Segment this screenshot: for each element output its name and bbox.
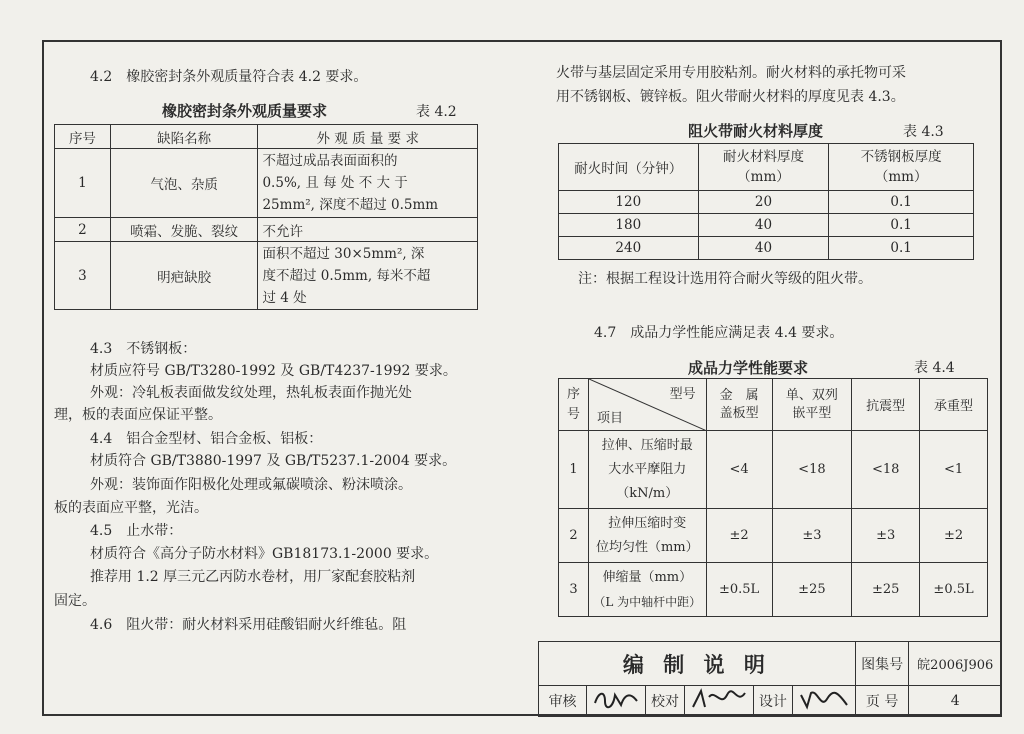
table-cell: ±2	[706, 509, 772, 563]
section-4-4: 4.4 铝合金型材、铝合金板、铝板：	[90, 431, 323, 447]
table-row	[559, 191, 974, 214]
text-line: 用不锈钢板、镀锌板。阻火带耐火材料的厚度见表 4.3。	[556, 89, 905, 105]
table-4-4-title: 成品力学性能要求	[688, 359, 809, 377]
table-cell: ±0.5L	[706, 563, 772, 617]
table-header	[559, 379, 589, 431]
header-line: 单、双列	[785, 387, 838, 403]
table-cell: 0.1	[829, 237, 974, 260]
checker-signature	[684, 686, 753, 717]
section-4-6: 4.6 阻火带：耐火材料采用硅酸铝耐火纤维毡。阻	[90, 617, 407, 633]
text-line: 固定。	[54, 593, 96, 609]
section-4-2: 4.2 橡胶密封条外观质量符合表 4.2 要求。	[90, 69, 368, 85]
header-line: 号	[566, 406, 580, 422]
table-cell: 20	[698, 191, 829, 214]
table-cell: ±0.5L	[920, 563, 988, 617]
header-line: 金 属	[719, 387, 759, 403]
table-cell: 240	[559, 237, 699, 260]
design-label: 设计	[753, 686, 792, 717]
cell-line: 度不超过 0.5mm, 每米不超	[262, 267, 431, 284]
table-row	[55, 242, 478, 310]
corner-bottom-label: 项目	[596, 411, 623, 426]
table-cell: ±25	[772, 563, 852, 617]
text-line: 推荐用 1.2 厚三元乙丙防水卷材，用厂家配套胶粘剂	[90, 569, 416, 585]
table-cell	[588, 509, 706, 563]
cell-line: 大水平摩阻力	[608, 461, 687, 477]
section-4-5: 4.5 止水带：	[90, 523, 183, 539]
table-cell: 1	[559, 431, 589, 509]
cell-line: 不超过成品表面面积的	[262, 153, 398, 169]
table-4-2	[54, 124, 478, 310]
header-line: （mm）	[874, 169, 928, 185]
section-4-7: 4.7 成品力学性能应满足表 4.4 要求。	[594, 325, 844, 341]
table-cell: 0.1	[829, 191, 974, 214]
table-header: 耐火时间（分钟）	[559, 144, 699, 191]
table-row	[559, 509, 988, 563]
table-header: 缺陷名称	[110, 125, 258, 149]
cell-line: 拉伸压缩时变	[608, 515, 687, 531]
reviewer-signature	[587, 686, 646, 717]
signature-scribble	[689, 687, 749, 711]
atlas-label: 图集号	[855, 642, 909, 686]
text-line: 火带与基层固定采用专用胶粘剂。耐火材料的承托物可采	[556, 65, 906, 81]
table-cell: 40	[698, 214, 829, 237]
text-line: 理，板的表面应保证平整。	[54, 407, 222, 423]
header-line: 盖板型	[719, 405, 759, 421]
table-cell: <1	[920, 431, 988, 509]
cell-line: 位均匀性（mm）	[595, 539, 699, 555]
table-4-3-title: 阻火带耐火材料厚度	[688, 122, 824, 140]
table-header: 序号	[55, 125, 111, 149]
text-line: 材质符合 GB/T3880-1997 及 GB/T5237.1-2004 要求。	[90, 453, 457, 469]
table-cell: 0.1	[829, 214, 974, 237]
table-cell: <18	[772, 431, 852, 509]
designer-signature	[792, 686, 855, 717]
cell-line: 0.5%, 且 每 处 不 大 于	[262, 175, 408, 191]
table-header: 承重型	[920, 379, 988, 431]
signature-scribble	[591, 687, 641, 711]
cell-line: 伸缩量（mm）	[602, 569, 693, 585]
table-cell: 2	[559, 509, 589, 563]
table-4-4-number: 表 4.4	[914, 360, 955, 376]
table-cell: ±3	[772, 509, 852, 563]
page-label: 页 号	[855, 686, 909, 717]
cell-line: （kN/m）	[616, 485, 679, 501]
table-cell: 180	[559, 214, 699, 237]
page-number: 4	[909, 686, 1002, 717]
table-cell: <18	[852, 431, 920, 509]
table-cell: 不允许	[258, 218, 478, 242]
table-header	[772, 379, 852, 431]
table-cell	[588, 431, 706, 509]
section-4-3: 4.3 不锈钢板：	[90, 341, 197, 357]
table-4-4	[558, 378, 988, 617]
table-cell: 气泡、杂质	[110, 149, 258, 218]
table-cell: 3	[559, 563, 589, 617]
table-cell: ±25	[852, 563, 920, 617]
text-line: 外观：装饰面作阳极化处理或氟碳喷涂、粉沫喷涂。	[90, 477, 412, 493]
table-4-2-number: 表 4.2	[416, 104, 457, 120]
header-line: 耐火材料厚度	[722, 149, 804, 165]
table-cell: ±3	[852, 509, 920, 563]
table-cell: 喷霜、发脆、裂纹	[110, 218, 258, 242]
check-label: 校对	[646, 686, 685, 717]
table-row	[559, 563, 988, 617]
text-line: 材质应符号 GB/T3280-1992 及 GB/T4237-1992 要求。	[90, 363, 457, 379]
table-row	[559, 431, 988, 509]
drawing-title: 编 制 说 明	[539, 642, 856, 686]
table-row	[55, 218, 478, 242]
table-cell: 1	[55, 149, 111, 218]
header-line: 序	[566, 386, 580, 402]
text-line: 外观：冷轧板表面做发纹处理，热轧板表面作抛光处	[90, 385, 412, 401]
cell-line: （L 为中轴杆中距）	[593, 594, 702, 609]
table-row	[55, 149, 478, 218]
table-cell	[588, 563, 706, 617]
table-cell: ±2	[920, 509, 988, 563]
table-cell: 3	[55, 242, 111, 310]
signature-scribble	[797, 687, 851, 711]
text-line: 板的表面应平整，光洁。	[54, 500, 208, 516]
atlas-number: 皖2006J906	[909, 642, 1002, 686]
review-label: 审核	[539, 686, 587, 717]
table-cell: <4	[706, 431, 772, 509]
header-line: 嵌平型	[792, 405, 832, 421]
table-cell: 120	[559, 191, 699, 214]
table-cell: 2	[55, 218, 111, 242]
table-row	[559, 214, 974, 237]
cell-line: 面积不超过 30×5mm², 深	[262, 245, 425, 262]
cell-line: 过 4 处	[262, 289, 307, 306]
table-row	[559, 237, 974, 260]
title-block	[538, 641, 1002, 717]
cell-line: 25mm², 深度不超过 0.5mm	[262, 197, 439, 213]
header-line: （mm）	[737, 169, 790, 185]
table-header	[829, 144, 974, 191]
table-4-2-title: 橡胶密封条外观质量要求	[162, 102, 328, 120]
table-header	[698, 144, 829, 191]
table-header	[706, 379, 772, 431]
table-cell	[258, 149, 478, 218]
table-header: 抗震型	[852, 379, 920, 431]
table-header: 外 观 质 量 要 求	[258, 125, 478, 149]
table-note: 注：根据工程设计选用符合耐火等级的阻火带。	[578, 271, 872, 287]
header-line: 不锈钢板厚度	[860, 149, 942, 165]
cell-line: 拉伸、压缩时最	[601, 437, 693, 453]
table-cell: 明疤缺胶	[110, 242, 258, 310]
table-4-3-number: 表 4.3	[903, 124, 944, 140]
table-4-3	[558, 143, 974, 260]
corner-top-label: 型号	[669, 387, 696, 402]
corner-header	[588, 379, 706, 431]
text-line: 材质符合《高分子防水材料》GB18173.1-2000 要求。	[90, 546, 439, 562]
table-cell	[258, 242, 478, 310]
table-cell: 40	[698, 237, 829, 260]
